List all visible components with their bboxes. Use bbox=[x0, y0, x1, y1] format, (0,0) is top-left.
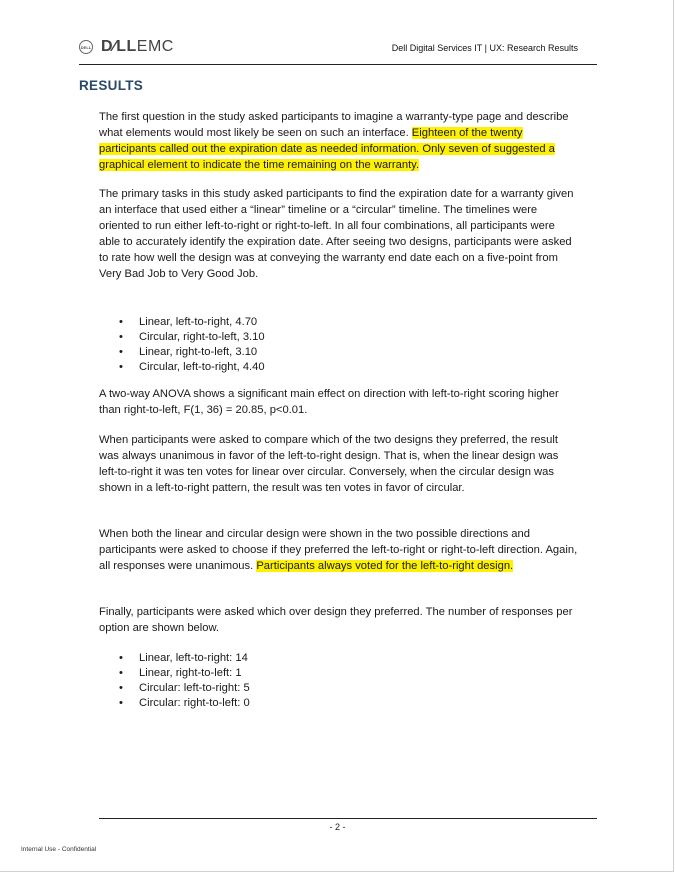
list-item: • Circular, left-to-right, 4.40 bbox=[119, 360, 265, 375]
paragraph-intro bbox=[99, 109, 579, 173]
preferences-list bbox=[119, 651, 250, 711]
classification-label: Internal Use - Confidential bbox=[21, 846, 97, 853]
ratings-list bbox=[119, 315, 265, 375]
list-item: • Linear, right-to-left: 1 bbox=[119, 666, 250, 681]
page-header bbox=[79, 36, 597, 65]
page-number: - 2 - bbox=[329, 822, 346, 832]
list-item: • Linear, left-to-right: 14 bbox=[119, 651, 250, 666]
list-item: • Linear, left-to-right, 4.70 bbox=[119, 315, 265, 330]
paragraph-primary-tasks bbox=[99, 186, 579, 282]
dell-seal-icon: DELL bbox=[79, 40, 93, 54]
list-item: • Circular, right-to-left, 3.10 bbox=[119, 330, 265, 345]
paragraph-text: A two-way ANOVA shows a significant main effect on direction with left-to-right scoring higher than right-to-left, F(1, 36) = 20.85, p<0.01. bbox=[99, 388, 559, 416]
logo-wordmark: D∕LLEMC bbox=[101, 38, 174, 55]
dell-emc-logo bbox=[79, 38, 174, 56]
footer-divider bbox=[99, 818, 597, 819]
section-title: RESULTS bbox=[79, 78, 144, 93]
list-item: • Circular: left-to-right: 5 bbox=[119, 681, 250, 696]
paragraph-text: When both the linear and circular design were shown in the two possible directions and participants were asked to choose if they preferred the left-to-right or right-to-left direction. Again, all responses were unanimous. bbox=[99, 528, 578, 572]
paragraph-text: The first question in the study asked participants to imagine a warranty-type page and describe what elements would most likely be seen on such an interface. bbox=[99, 111, 569, 139]
list-item: • Linear, right-to-left, 3.10 bbox=[119, 345, 265, 360]
paragraph-text: The primary tasks in this study asked participants to find the expiration date for a warranty given an interface that used either a “linear” timeline or a “circular” timeline. The timelines were oriented to run either left-to-right or right-to-left. In all four combinations, all participants were able to accurately identify the expiration date. After seeing two designs, participants were asked to rate how well the design was at conveying the warranty end date each on a five-point from Very Bad Job to Very Good Job. bbox=[99, 188, 574, 280]
paragraph-anova bbox=[99, 386, 579, 418]
highlighted-text: Participants always voted for the left-to-right design. bbox=[256, 560, 514, 572]
paragraph-text: When participants were asked to compare which of the two designs they preferred, the result was always unanimous in favor of the left-to-right design. That is, when the linear design was left-to-right it was ten votes for linear over circular. Conversely, when the circular design was shown in a left-to-right pattern, the result was ten votes in favor of circular. bbox=[99, 434, 559, 494]
paragraph-final bbox=[99, 604, 579, 636]
paragraph-directions bbox=[99, 526, 579, 574]
header-title: Dell Digital Services IT | UX: Research Results bbox=[391, 43, 578, 53]
paragraph-text: Finally, participants were asked which over design they preferred. The number of responses per option are shown below. bbox=[99, 606, 573, 634]
list-item: • Circular: right-to-left: 0 bbox=[119, 696, 250, 711]
paragraph-compare bbox=[99, 432, 579, 496]
highlighted-text: Eighteen of the twenty participants called out the expiration date as needed information. Only seven of suggested a graphical element to indicate the time remaining on the warranty. bbox=[99, 127, 555, 171]
